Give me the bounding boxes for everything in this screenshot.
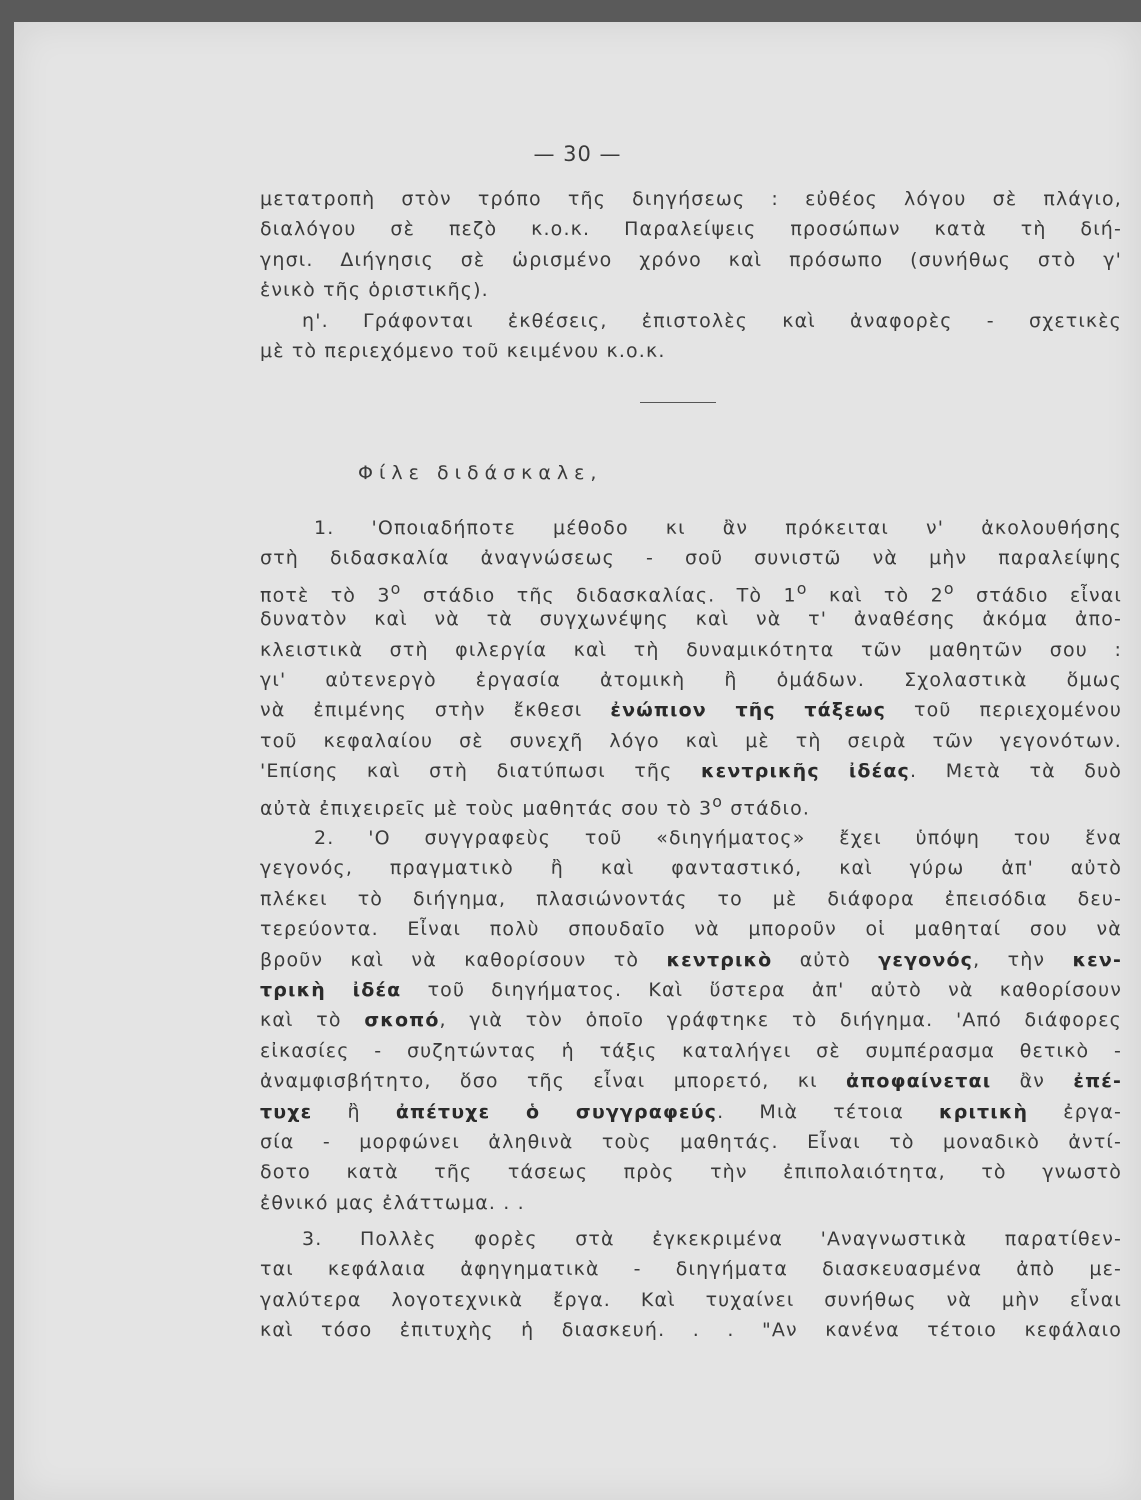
text-line: αὐτὰ ἐπιχειρεῖς μὲ τοὺς μαθητάς σου τὸ $3^o$ στάδιο. <box>260 791 811 817</box>
text-line: ται κεφάλαια ἀφηγηματικὰ - διηγήματα διασκευασμένα ἀπὸ με- <box>260 1258 1122 1281</box>
text-line: 'Επίσης καὶ στὴ διατύπωσι τῆς κεντρικῆς ἰδέας. Μετὰ τὰ δυὸ <box>260 760 1122 783</box>
text-line: βροῦν καὶ νὰ καθορίσουν τὸ κεντρικὸ αὐτὸ γεγονός, τὴν κεν- <box>260 948 1122 971</box>
text-line: κλειστικὰ στὴ φιλεργία καὶ τὴ δυναμικότητα τῶν μαθητῶν σου : <box>260 638 1122 661</box>
bold-phrase: ἀπέτυχε ὁ συγγραφεύς <box>395 1100 718 1123</box>
text-line: γησι. Διήγησις σὲ ὡρισμένο χρόνο καὶ πρόσωπο (συνήθως στὸ γ' <box>260 248 1122 271</box>
text-line: ποτὲ τὸ $3^o$ στάδιο τῆς διδασκαλίας. Τὸ $1^o$ καὶ τὸ $2^o$ στάδιο εἶναι <box>260 578 1122 605</box>
text-line: δοτο κατὰ τῆς τάσεως πρὸς τὴν ἐπιπολαιότητα, τὸ γνωστὸ <box>260 1161 1122 1184</box>
section-divider <box>640 402 716 403</box>
text-line: τοῦ κεφαλαίου σὲ συνεχῆ λόγο καὶ μὲ τὴ σειρὰ τῶν γεγονότων. <box>260 729 1122 752</box>
top-paragraph <box>260 184 1122 366</box>
text-line: μετατροπὴ στὸν τρόπο τῆς διηγήσεως : εὐθέος λόγου σὲ πλάγιο, <box>260 188 1122 210</box>
salutation: Φίλε διδάσκαλε, <box>358 462 603 484</box>
bold-phrase: γεγονός <box>878 948 974 971</box>
text-line: 1. 'Οποιαδήποτε μέθοδο κι ἂν πρόκειται ν' ἀκολουθήσης <box>314 517 1122 539</box>
text-line: γι' αὐτενεργὸ ἐργασία ἀτομικὴ ἢ ὁμάδων. Σχολαστικὰ ὅμως <box>260 668 1122 691</box>
book-page <box>14 22 1141 1500</box>
text-line: πλέκει τὸ διήγημα, πλασιώνοντάς το μὲ διάφορα ἐπεισόδια δευ- <box>260 887 1122 910</box>
text-line: ἑνικὸ τῆς ὁριστικῆς). <box>260 279 489 302</box>
text-line: μὲ τὸ περιεχόμενο τοῦ κειμένου κ.ο.κ. <box>260 339 666 362</box>
text-line: νὰ ἐπιμένης στὴν ἔκθεσι ἐνώπιον τῆς τάξεως τοῦ περιεχομένου <box>260 699 1122 722</box>
text-line: τερεύοντα. Εἶναι πολὺ σπουδαῖο νὰ μποροῦν οἱ μαθηταί σου νὰ <box>260 918 1122 941</box>
paragraph-2 <box>260 823 1122 1218</box>
bold-phrase: τρικὴ ἰδέα <box>260 978 402 1001</box>
text-line: 2. 'Ο συγγραφεὺς τοῦ «διηγήματος» ἔχει ὑπόψη του ἕνα <box>314 827 1122 849</box>
paragraph-3 <box>260 1224 1122 1346</box>
bold-phrase: κεντρικῆς ἰδέας <box>700 760 910 783</box>
text-line: δυνατὸν καὶ νὰ τὰ συγχωνέψης καὶ νὰ τ' ἀναθέσης ἀκόμα ἀπο- <box>260 608 1122 631</box>
bold-phrase: ἐνώπιον τῆς τάξεως <box>610 699 887 722</box>
text-line: γεγονός, πραγματικὸ ἢ καὶ φανταστικό, καὶ γύρω ἀπ' αὐτὸ <box>260 857 1122 880</box>
paragraph-1 <box>260 513 1122 817</box>
text-line: τρικὴ ἰδέα τοῦ διηγήματος. Καὶ ὕστερα ἀπ' αὐτὸ νὰ καθορίσουν <box>260 978 1122 1001</box>
bold-phrase: τυχε <box>260 1100 313 1123</box>
text-line: 3. Πολλὲς φορὲς στὰ ἐγκεκριμένα 'Αναγνωστικὰ παρατίθεν- <box>302 1228 1122 1250</box>
text-line: εἰκασίες - συζητώντας ἡ τάξις καταλήγει σὲ συμπέρασμα θετικὸ - <box>260 1039 1122 1062</box>
text-line: καὶ τὸ σκοπό, γιὰ τὸν ὁποῖο γράφτηκε τὸ διήγημα. 'Από διάφορες <box>260 1009 1122 1032</box>
text-line: γαλύτερα λογοτεχνικὰ ἔργα. Καὶ τυχαίνει συνήθως νὰ μὴν εἶναι <box>260 1288 1122 1311</box>
text-line: στὴ διδασκαλία ἀναγνώσεως - σοῦ συνιστῶ νὰ μὴν παραλείψης <box>260 547 1122 570</box>
bold-phrase: κεντρικὸ <box>666 948 773 971</box>
bold-phrase: κριτικὴ <box>939 1100 1029 1123</box>
bold-phrase: ἐπέ- <box>1073 1070 1122 1093</box>
bold-phrase: ἀποφαίνεται <box>846 1070 992 1093</box>
text-line: ἐθνικό μας ἐλάττωμα. . . <box>260 1191 525 1214</box>
page-number: — 30 — <box>533 142 622 166</box>
text-line: ἀναμφισβήτητο, ὅσο τῆς εἶναι μπορετό, κι ἀποφαίνεται ἂν ἐπέ- <box>260 1070 1122 1093</box>
text-line: διαλόγου σὲ πεζὸ κ.ο.κ. Παραλείψεις προσώπων κατὰ τὴ διή- <box>260 218 1122 241</box>
bold-phrase: κεν- <box>1072 948 1122 971</box>
text-line: καὶ τόσο ἐπιτυχὴς ἡ διασκευή. . . "Αν κανένα τέτοιο κεφάλαιο <box>260 1319 1122 1342</box>
bold-phrase: σκοπό <box>364 1009 440 1032</box>
text-line: σία - μορφώνει ἀληθινὰ τοὺς μαθητάς. Εἶναι τὸ μοναδικὸ ἀντί- <box>260 1130 1122 1153</box>
text-line: η'. Γράφονται ἐκθέσεις, ἐπιστολὲς καὶ ἀναφορὲς - σχετικὲς <box>302 309 1122 332</box>
text-line: τυχε ἢ ἀπέτυχε ὁ συγγραφεύς. Μιὰ τέτοια κριτικὴ ἐργα- <box>260 1100 1122 1123</box>
